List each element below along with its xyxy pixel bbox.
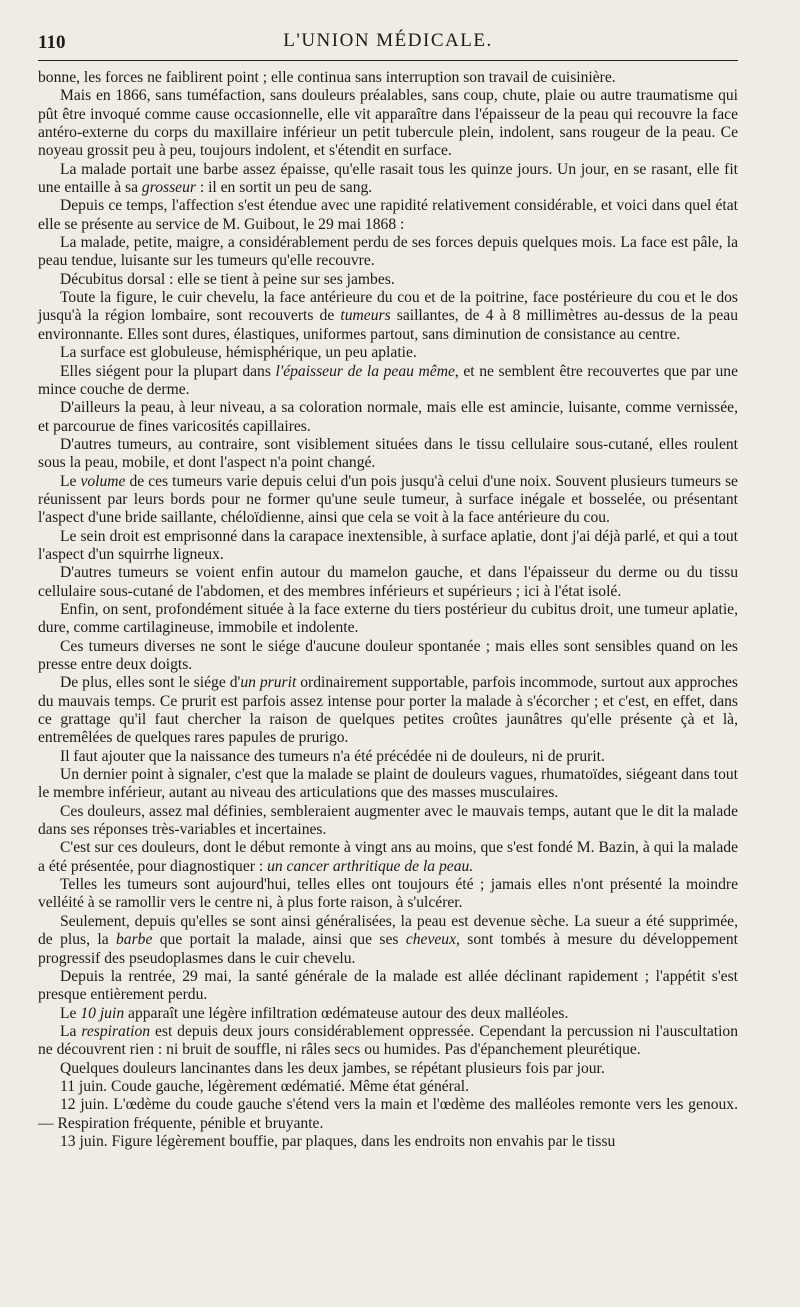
text-run: Mais en 1866, sans tuméfaction, sans douleurs préalables, sans coup, chute, plaie ou autre traumatisme qui pût être invoqué comme cause occasionnelle, elle vit apparaître dans l'épaisseur de la peau qui recouvre la face antéro-externe du corps du maxillaire inférieur un petit tubercule plein, indolent, sans rougeur de la peau. Ce noyeau grossit peu à peu, toujours indolent, et s'étendit en surface. — [38, 87, 738, 160]
italic-text: l'épaisseur de la peau même — [275, 362, 455, 380]
paragraph — [38, 638, 738, 675]
text-run: 13 juin. Figure légèrement bouffie, par plaques, dans les endroits non envahis par le tissu — [60, 1132, 616, 1150]
paragraph — [38, 876, 738, 913]
paragraph — [38, 1060, 738, 1078]
text-run: D'ailleurs la peau, à leur niveau, a sa coloration normale, mais elle est amincie, luisante, comme vernissée, et parcourue de fines varicosités capillaires. — [38, 399, 738, 435]
paragraph — [38, 1096, 738, 1133]
italic-text: un prurit — [240, 674, 297, 692]
text-run: Quelques douleurs lancinantes dans les deux jambes, se répétant plusieurs fois par jour. — [60, 1059, 605, 1077]
italic-text: 10 juin — [80, 1004, 125, 1022]
text-run: ordinairement supportable, parfois incommode, surtout aux approches du mauvais temps. Ce prurit est parfois assez intense pour porter la malade à s'écorcher ; et c'est, en effet, dans ce grattage qu'il faut chercher la raison de quelques petites croûtes jaunâtres qu'elle présente çà et là, entremêlées de quelques rares papules de prurigo. — [38, 674, 738, 747]
paragraph — [38, 528, 738, 565]
text-run: Le — [60, 472, 81, 490]
paragraph — [38, 271, 738, 289]
text-run: Depuis la rentrée, 29 mai, la santé générale de la malade est allée déclinant rapidement ; l'appétit s'est presque entièrement perdu. — [38, 967, 738, 1004]
paragraph — [38, 87, 738, 160]
text-run: Elles siégent pour la plupart dans — [60, 362, 276, 380]
running-title: L'UNION MÉDICALE. — [283, 30, 493, 51]
paragraph — [38, 803, 738, 840]
paragraph — [38, 913, 738, 968]
italic-text: grosseur — [141, 179, 196, 197]
text-run: bonne, les forces ne faiblirent point ; elle continua sans interruption son travail de cuisinière. — [38, 69, 616, 86]
text-run: est depuis deux jours considérablement oppressée. Cependant la percussion ni l'auscultation ne découvrent rien : ni bruit de souffle, ni râles secs ou humides. Pas d'épanchement pleurétique. — [38, 1022, 738, 1059]
text-run: Telles les tumeurs sont aujourd'hui, telles elles ont toujours été ; jamais elles n'ont présenté la moindre velléité à se ramollir vers le centre ni, à plus forte raison, à s'ulcérer. — [38, 876, 738, 912]
text-run: Décubitus dorsal : elle se tient à peine sur ses jambes. — [60, 270, 395, 288]
paragraph — [38, 1078, 738, 1096]
text-run: Seulement, depuis qu'elles se sont ainsi généralisées, la peau est devenue sèche. La sueur a été supprimée, de plus, la — [38, 912, 738, 949]
text-run: La surface est globuleuse, hémisphérique, un peu aplatie. — [60, 344, 417, 362]
text-run: Un dernier point à signaler, c'est que la malade se plaint de douleurs vagues, rhumatoïdes, siégeant dans tout le membre inférieur, autant au niveau des articulations que des masses musculaires. — [38, 766, 738, 802]
paragraph — [38, 766, 738, 803]
text-run: La malade portait une barbe assez épaisse, qu'elle rasait tous les quinze jours. Un jour, en se rasant, elle fit une entaille à sa — [38, 160, 738, 197]
text-run: D'autres tumeurs, au contraire, sont visiblement situées dans le tissu cellulaire sous-cutané, elles roulent sous la peau, mobile, et dont l'aspect n'a point changé. — [38, 435, 738, 472]
paragraph — [38, 968, 738, 1005]
paragraph — [38, 234, 738, 271]
text-run: , sont tombés à mesure du développement progressif des pseudoplasmes dans le cuir chevelu. — [38, 931, 739, 967]
paragraph — [38, 674, 738, 747]
text-run: Le sein droit est emprisonné dans la carapace inextensible, à surface aplatie, dont j'ai déjà parlé, et qui a tout l'aspect d'un squirrhe ligneux. — [38, 527, 738, 563]
text-run: apparaît une légère infiltration œdémateuse autour des deux malléoles. — [124, 1004, 569, 1022]
page-header — [38, 28, 738, 58]
italic-text: barbe — [116, 931, 153, 949]
text-run: Il faut ajouter que la naissance des tumeurs n'a été précédée ni de douleurs, ni de prurit. — [60, 747, 605, 765]
paragraph — [38, 473, 738, 528]
paragraph — [38, 344, 738, 362]
text-run: D'autres tumeurs se voient enfin autour du mamelon gauche, et dans l'épaisseur du derme ou du tissu cellulaire sous-cutané de l'abdomen, et des membres inférieurs et supérieurs ; ici à l'état isolé. — [38, 564, 738, 600]
paragraph — [38, 161, 738, 198]
paragraph — [38, 839, 738, 876]
paragraph — [38, 1023, 738, 1060]
paragraph — [38, 197, 738, 234]
text-run: saillantes, de 4 à 8 millimètres au-dessus de la peau environnante. Elles sont dures, élastiques, uniformes partout, sans diminution de consistance au centre. — [38, 307, 738, 343]
text-run: , et ne semblent être recouvertes que par une mince couche de derme. — [38, 362, 739, 398]
text-run: 11 juin. Coude gauche, légèrement œdématié. Même état général. — [60, 1077, 470, 1095]
text-run: De plus, elles sont le siége d' — [60, 674, 241, 692]
paragraph — [38, 564, 738, 601]
header-rule — [38, 60, 738, 61]
body-text — [38, 69, 738, 1151]
text-run: C'est sur ces douleurs, dont le début remonte à vingt ans au moins, que s'est fondé M. Bazin, à qui la malade a été présentée, pour diagnostiquer : — [38, 839, 738, 875]
text-run: que portait la malade, ainsi que ses — [152, 931, 406, 949]
text-run: de ces tumeurs varie depuis celui d'un pois jusqu'à celui d'une noix. Souvent plusieurs tumeurs se réunissent par leurs bords pour ne former qu'une seule tumeur, à surface inégale et bosselée, ou présentant l'aspect d'une bride saillante, chéloïdienne, ainsi que cela se voit à la face antérieure du cou. — [38, 472, 738, 527]
paragraph — [38, 69, 738, 87]
page-number: 110 — [38, 32, 66, 53]
text-run: Le — [60, 1004, 81, 1022]
paragraph — [38, 289, 738, 344]
text-run: La — [60, 1022, 82, 1040]
text-run: : il en sortit un peu de sang. — [195, 179, 373, 197]
italic-text: cheveux — [405, 931, 457, 949]
paragraph — [38, 748, 738, 766]
paragraph — [38, 1005, 738, 1023]
italic-text: volume — [80, 472, 126, 490]
text-run: Ces tumeurs diverses ne sont le siége d'aucune douleur spontanée ; mais elles sont sensibles quand on les presse entre deux doigts. — [38, 637, 738, 673]
paragraph — [38, 601, 738, 638]
text-run: Depuis ce temps, l'affection s'est étendue avec une rapidité relativement considérable, et voici dans quel état elle se présente au service de M. Guibout, le 29 mai 1868 : — [38, 197, 738, 233]
paragraph — [38, 436, 738, 473]
italic-text: respiration — [81, 1022, 151, 1040]
italic-text: tumeurs — [340, 307, 391, 325]
paragraph — [38, 1133, 738, 1151]
text-run: La malade, petite, maigre, a considérablement perdu de ses forces depuis quelques mois. La face est pâle, la peau tendue, luisante sur les tumeurs qu'elle recouvre. — [38, 234, 738, 270]
paragraph — [38, 363, 738, 400]
paragraph — [38, 399, 738, 436]
text-run: Toute la figure, le cuir chevelu, la face antérieure du cou et de la poitrine, face postérieure du cou et le dos jusqu'à la région lombaire, sont recouverts de — [38, 289, 738, 325]
italic-text: un cancer arthritique de la peau. — [267, 857, 474, 875]
text-run: Enfin, on sent, profondément située à la face externe du tiers postérieur du cubitus droit, une tumeur aplatie, dure, comme cartilagineuse, immobile et indolente. — [38, 600, 738, 637]
text-run: Ces douleurs, assez mal définies, sembleraient augmenter avec le mauvais temps, autant que le dit la malade dans ses réponses très-variables et incertaines. — [38, 802, 738, 839]
text-run: 12 juin. L'œdème du coude gauche s'étend vers la main et l'œdème des malléoles remonte vers les genoux. — Respiration fréquente, pénible et bruyante. — [38, 1096, 738, 1132]
